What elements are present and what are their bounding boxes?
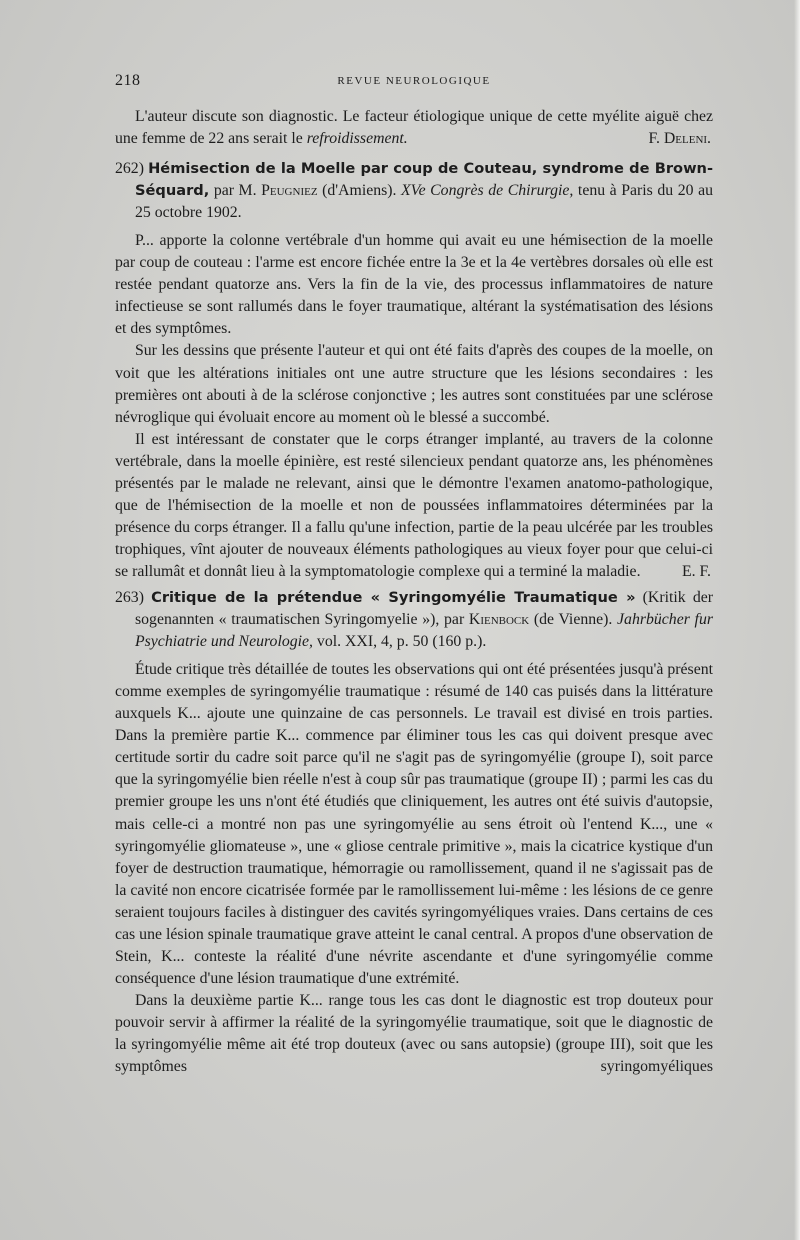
article-263-paragraph: Dans la deuxième partie K... range tous les cas dont le diagnostic est trop douteux pour pouvoir servir à affirmer la réalité de la syringomyélie traumatique, soit que le diagnostic de la syringomyélie même ait été trop douteux (avec ou sans autopsie) (groupe III), soit que les symptômes syringomyéliques bbox=[115, 991, 713, 1076]
article-262-author: Peugniez bbox=[261, 182, 318, 200]
article-262-venue: XVe Congrès de Chirurgie, bbox=[401, 182, 574, 200]
article-262-paragraph: P... apporte la colonne vertébrale d'un homme qui avait eu une hémisection de la moelle par coup de couteau : l'arme est encore fichée entre la 3e et la 4e vertèbres dorsales où elle est restée pendant quatorze ans. Vers la fin de la vie, des processus inflammatoires de nature infectieuse se sont rallumés dans le foyer traumatique, altérant la systématisation des lésions et des symptômes. bbox=[115, 232, 713, 338]
article-262-number: 262) bbox=[115, 160, 144, 178]
page-body bbox=[115, 106, 713, 1078]
page-header bbox=[115, 72, 713, 92]
article-262-signature: E. F. bbox=[681, 562, 711, 580]
article-262-paragraph: Il est intéressant de constater que le corps étranger implanté, au travers de la colonne vertébrale, dans la moelle épinière, est resté silencieux pendant quatorze ans, les phénomènes présentés par le malade ne relevant, ainsi que le démontre l'examen anatomo-pathologique, que de l'hémisection de la moelle et non de poussées inflammatoires déterminées par la présence du corps étranger. Il a fallu qu'une infection, partie de la peau ulcérée par les troubles trophiques, vînt ajouter de nouveaux éléments pathologiques au vieux foyer pour que celui-ci se rallumât et donnât lieu à la symptomatologie complexe qui a terminé la maladie. bbox=[115, 430, 713, 580]
intro-italic: refroidissement. bbox=[306, 130, 408, 148]
article-263-number: 263) bbox=[115, 589, 144, 607]
intro-signature: F. Deleni. bbox=[648, 130, 711, 148]
article-263-title: Critique de la prétendue « Syringomyélie Traumatique » bbox=[151, 589, 636, 607]
article-263-paragraph: Étude critique très détaillée de toutes les observations qui ont été présentées jusqu'à présent comme exemples de syringomyélie traumatique : résumé de 140 cas puisés dans la littérature auxquels K... ajoute une quinzaine de cas personnels. Le travail est divisé en trois parties. Dans la première partie K... commence par éliminer tous les cas qui doivent presque avec certitude sortir du cadre soit parce qu'il ne s'agit pas de syringomyélie (groupe I), soit parce que la syringomyélie bien réelle n'est à coup sûr pas traumatique (groupe II) ; parmi les cas du premier groupe les uns n'ont été étudiés que cliniquement, les autres ont été suivis d'autopsie, mais celle-ci a montré non pas une syringomyélie au sens étroit où l'entend K..., une « syringomyélie gliomateuse », une « gliose centrale primitive », mais la cicatrice kystique d'un foyer de destruction traumatique, hémorragie ou ramollissement, quand il ne s'agissait pas de la cavité non encore cicatrisée formée par le ramollissement lui-même : les lésions de ce genre seraient toujours faciles à distinguer des cavités syringomyéliques vraies. Dans certains de ces cas une lésion spinale traumatique grave atteint le canal central. A propos d'une observation de Stein, K... conteste la réalité d'une névrite ascendante et d'une syringomyélie comme conséquence d'une lésion traumatique d'une extrémité. bbox=[115, 661, 713, 987]
article-263-heading: 263) Critique de la prétendue « Syringomyélie Traumatique » (Kritik der sogenannten « traumatischen Syringomyelie »), par Kienbock (de Vienne). Jahrbücher fur Psychiatrie und Neurologie, vol. XXI, 4, p. 50 (160 p.). bbox=[115, 589, 713, 651]
article-262-heading: 262) Hémisection de la Moelle par coup de Couteau, syndrome de Brown-Séquard, par M. Peugniez (d'Amiens). XVe Congrès de Chirurgie, tenu à Paris du 20 au 25 octobre 1902. bbox=[115, 160, 713, 222]
article-263-author: Kienbock bbox=[468, 611, 530, 629]
article-262-paragraph: Sur les dessins que présente l'auteur et qui ont été faits d'après des coupes de la moelle, on voit que les altérations initiales ont une autre structure que les lésions secondaires : les premières ont abouti à de la sclérose conjonctive ; les autres sont constituées par une sclérose névroglique qui évoluait encore au moment où le blessé a succombé. bbox=[115, 342, 713, 426]
article-262 bbox=[115, 158, 713, 583]
article-262-title: Hémisection de la Moelle par coup de Couteau, syndrome de Brown-Séquard, bbox=[135, 160, 713, 200]
article-263 bbox=[115, 587, 713, 1078]
page-number: 218 bbox=[115, 72, 141, 89]
intro-paragraph: L'auteur discute son diagnostic. Le facteur étiologique unique de cette myélite aiguë chez une femme de 22 ans serait le refroidissement. F. Deleni. bbox=[115, 106, 713, 150]
article-263-venue: Jahrbücher fur Psychiatrie und Neurologie, bbox=[135, 611, 713, 651]
running-head: REVUE NEUROLOGIQUE bbox=[337, 75, 491, 87]
